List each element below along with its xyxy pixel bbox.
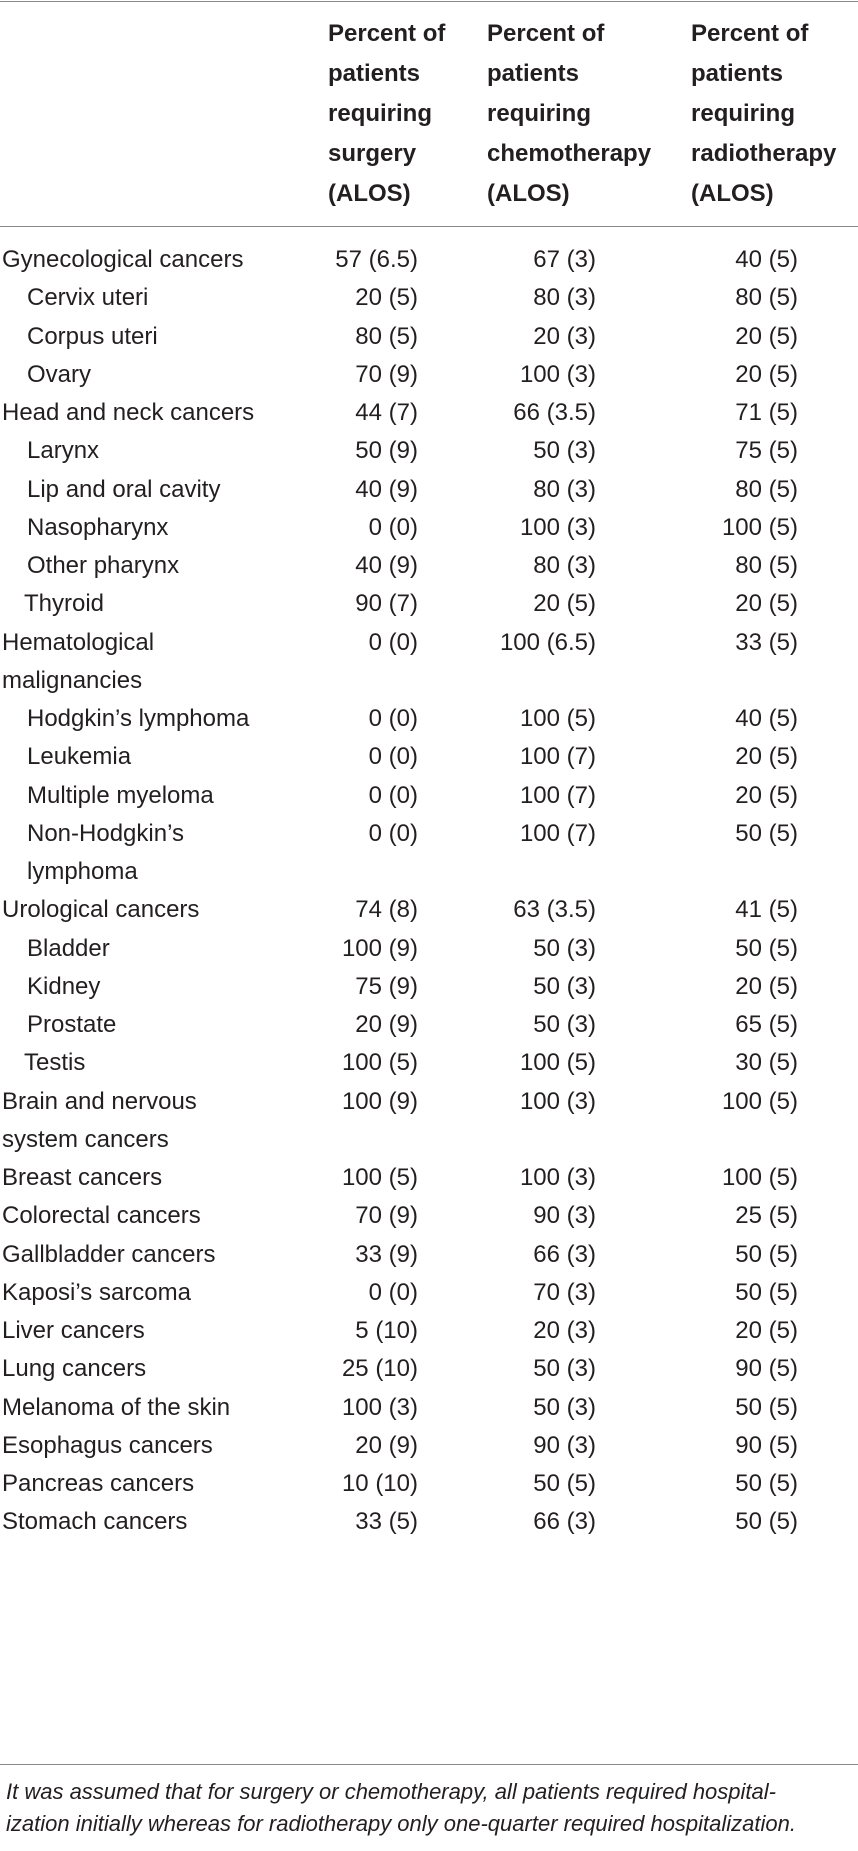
table-row [0, 1236, 858, 1274]
row-label: Melanoma of the skin [2, 1393, 231, 1421]
chemotherapy-value: 66 (3) [533, 1240, 596, 1268]
surgery-value: 40 (9) [355, 475, 418, 503]
surgery-value: 5 (10) [355, 1317, 418, 1345]
radiotherapy-value: 40 (5) [735, 246, 798, 273]
surgery-value: 25 (10) [341, 1355, 418, 1383]
table-top-rule [0, 1, 858, 2]
surgery-value: 100 (3) [341, 1393, 418, 1421]
row-label: Urological cancers [2, 896, 200, 924]
surgery-value: 100 (5) [341, 1049, 418, 1077]
surgery-value: 0 (0) [368, 513, 418, 541]
table-row [0, 394, 858, 432]
radiotherapy-value: 50 (5) [735, 1508, 798, 1536]
chemotherapy-value: 50 (3) [533, 1355, 596, 1383]
row-label: Corpus uteri [27, 322, 158, 350]
table-row [0, 1427, 858, 1465]
table-body [0, 241, 858, 1542]
table-row [0, 1006, 858, 1044]
chemotherapy-value: 100 (3) [519, 513, 596, 541]
table-row [0, 1503, 858, 1541]
header-chemotherapy: Percent of patients requiring chemotherapy (ALOS) [487, 20, 652, 207]
surgery-value: 0 (0) [368, 781, 418, 809]
surgery-value: 20 (5) [355, 284, 418, 312]
surgery-value: 0 (0) [368, 1278, 418, 1306]
radiotherapy-value: 20 (5) [735, 972, 798, 1000]
radiotherapy-value: 50 (5) [735, 934, 798, 962]
table-row [0, 1465, 858, 1503]
radiotherapy-value: 71 (5) [735, 399, 798, 426]
table-row [0, 241, 858, 279]
row-label: Bladder [27, 934, 110, 962]
row-label: Thyroid [24, 590, 105, 618]
header-radiotherapy: Percent of patients requiring radiotherapy (ALOS) [691, 20, 837, 207]
row-label: Testis [24, 1049, 86, 1077]
surgery-value: 44 (7) [355, 399, 418, 426]
radiotherapy-value: 90 (5) [735, 1431, 798, 1459]
surgery-value: 0 (0) [368, 819, 418, 847]
table-row [0, 1083, 858, 1160]
row-label: Lip and oral cavity [27, 475, 221, 503]
surgery-value: 57 (6.5) [335, 246, 418, 273]
row-label: Colorectal cancers [2, 1202, 201, 1230]
table-row [0, 432, 858, 470]
surgery-value: 33 (5) [355, 1508, 418, 1536]
radiotherapy-value: 80 (5) [735, 552, 798, 579]
table-row [0, 279, 858, 317]
radiotherapy-value: 20 (5) [735, 360, 798, 388]
table-row [0, 738, 858, 776]
surgery-value: 90 (7) [355, 590, 418, 618]
chemotherapy-value: 50 (3) [533, 972, 596, 1000]
chemotherapy-value: 80 (3) [533, 475, 596, 503]
radiotherapy-value: 20 (5) [735, 322, 798, 350]
table-row [0, 509, 858, 547]
row-label: Nasopharynx [27, 513, 169, 541]
table-footnote: It was assumed that for surgery or chemotherapy, all patients required hospital- ization initially whereas for radiotherapy only one-quarter required hospitalization. [6, 1779, 796, 1836]
radiotherapy-value: 20 (5) [735, 590, 798, 618]
row-label: Leukemia [27, 743, 132, 771]
radiotherapy-value: 65 (5) [735, 1011, 798, 1039]
chemotherapy-value: 66 (3) [533, 1508, 596, 1536]
row-label: Ovary [27, 360, 92, 388]
row-label: Multiple myeloma [27, 781, 214, 809]
row-label: Head and neck cancers [2, 399, 255, 426]
table-row [0, 1197, 858, 1235]
table-row [0, 624, 858, 701]
chemotherapy-value: 20 (3) [533, 322, 596, 350]
radiotherapy-value: 20 (5) [735, 743, 798, 771]
row-label: Stomach cancers [2, 1508, 188, 1536]
row-label: Pancreas cancers [2, 1470, 195, 1498]
row-label: Cervix uteri [27, 284, 149, 312]
row-label: Hematological malignancies [2, 628, 155, 694]
chemotherapy-value: 100 (7) [519, 819, 596, 847]
chemotherapy-value: 100 (3) [519, 1164, 596, 1192]
radiotherapy-value: 30 (5) [735, 1049, 798, 1077]
surgery-value: 40 (9) [355, 552, 418, 579]
table-row [0, 777, 858, 815]
row-label: Gynecological cancers [2, 246, 244, 273]
table-row [0, 585, 858, 623]
chemotherapy-value: 63 (3.5) [513, 896, 596, 924]
surgery-value: 20 (9) [355, 1011, 418, 1039]
chemotherapy-value: 50 (5) [533, 1470, 596, 1498]
surgery-value: 20 (9) [355, 1431, 418, 1459]
radiotherapy-value: 50 (5) [735, 819, 798, 847]
radiotherapy-value: 40 (5) [735, 705, 798, 733]
table-row [0, 471, 858, 509]
chemotherapy-value: 50 (3) [533, 1011, 596, 1039]
surgery-value: 74 (8) [355, 896, 418, 924]
table-row [0, 1312, 858, 1350]
chemotherapy-value: 100 (7) [519, 781, 596, 809]
chemotherapy-value: 100 (3) [519, 360, 596, 388]
radiotherapy-value: 100 (5) [721, 513, 798, 541]
row-label: Breast cancers [2, 1164, 163, 1192]
row-label: Kaposi’s sarcoma [2, 1278, 191, 1306]
radiotherapy-value: 100 (5) [721, 1087, 798, 1115]
row-label: Prostate [27, 1011, 117, 1039]
chemotherapy-value: 50 (3) [533, 1393, 596, 1421]
radiotherapy-value: 20 (5) [735, 1317, 798, 1345]
table-row [0, 1389, 858, 1427]
chemotherapy-value: 67 (3) [533, 246, 596, 273]
row-label: Larynx [27, 437, 100, 465]
surgery-value: 50 (9) [355, 437, 418, 465]
chemotherapy-value: 90 (3) [533, 1431, 596, 1459]
surgery-value: 0 (0) [368, 743, 418, 771]
surgery-value: 70 (9) [355, 1202, 418, 1230]
table-header-rule [0, 226, 858, 227]
radiotherapy-value: 80 (5) [735, 284, 798, 312]
table-row [0, 547, 858, 585]
table-row [0, 318, 858, 356]
row-label: Esophagus cancers [2, 1431, 213, 1459]
chemotherapy-value: 50 (3) [533, 437, 596, 465]
chemotherapy-value: 80 (3) [533, 284, 596, 312]
chemotherapy-value: 100 (5) [519, 705, 596, 733]
table-row [0, 1350, 858, 1388]
chemotherapy-value: 20 (5) [533, 590, 596, 618]
surgery-value: 10 (10) [341, 1470, 418, 1498]
chemotherapy-value: 100 (5) [519, 1049, 596, 1077]
table-row [0, 356, 858, 394]
surgery-value: 33 (9) [355, 1240, 418, 1268]
surgery-value: 0 (0) [368, 705, 418, 733]
header-surgery: Percent of patients requiring surgery (ALOS) [328, 20, 446, 207]
chemotherapy-value: 70 (3) [533, 1278, 596, 1306]
radiotherapy-value: 41 (5) [735, 896, 798, 924]
surgery-value: 0 (0) [368, 628, 418, 656]
surgery-value: 100 (9) [341, 934, 418, 962]
row-label: Non-Hodgkin’s lymphoma [27, 819, 184, 886]
surgery-value: 100 (5) [341, 1164, 418, 1192]
radiotherapy-value: 25 (5) [735, 1202, 798, 1230]
table-row [0, 1159, 858, 1197]
radiotherapy-value: 20 (5) [735, 781, 798, 809]
row-label: Lung cancers [2, 1355, 147, 1383]
radiotherapy-value: 50 (5) [735, 1470, 798, 1498]
row-label: Gallbladder cancers [2, 1240, 216, 1268]
radiotherapy-value: 50 (5) [735, 1240, 798, 1268]
surgery-value: 70 (9) [355, 360, 418, 388]
chemotherapy-value: 90 (3) [533, 1202, 596, 1230]
chemotherapy-value: 80 (3) [533, 552, 596, 579]
table-row [0, 930, 858, 968]
row-label: Liver cancers [2, 1317, 145, 1345]
table-header [0, 14, 858, 219]
radiotherapy-value: 50 (5) [735, 1393, 798, 1421]
chemotherapy-value: 50 (3) [533, 934, 596, 962]
radiotherapy-value: 80 (5) [735, 475, 798, 503]
radiotherapy-value: 100 (5) [721, 1164, 798, 1192]
row-label: Other pharynx [27, 552, 180, 579]
surgery-value: 80 (5) [355, 322, 418, 350]
surgery-value: 100 (9) [341, 1087, 418, 1115]
surgery-value: 75 (9) [355, 972, 418, 1000]
chemotherapy-value: 100 (7) [519, 743, 596, 771]
table-row [0, 815, 858, 892]
chemotherapy-value: 20 (3) [533, 1317, 596, 1345]
radiotherapy-value: 50 (5) [735, 1278, 798, 1306]
row-label: Hodgkin’s lymphoma [27, 705, 250, 733]
table-row [0, 1274, 858, 1312]
chemotherapy-value: 100 (3) [519, 1087, 596, 1115]
radiotherapy-value: 75 (5) [735, 437, 798, 465]
table-bottom-rule [0, 1764, 858, 1765]
radiotherapy-value: 90 (5) [735, 1355, 798, 1383]
table-row [0, 968, 858, 1006]
radiotherapy-value: 33 (5) [735, 628, 798, 656]
row-label: Kidney [27, 972, 101, 1000]
chemotherapy-value: 66 (3.5) [513, 399, 596, 426]
table-row [0, 700, 858, 738]
chemotherapy-value: 100 (6.5) [499, 628, 596, 656]
row-label: Brain and nervous system cancers [2, 1087, 197, 1153]
table-row [0, 1044, 858, 1082]
table-row [0, 891, 858, 929]
